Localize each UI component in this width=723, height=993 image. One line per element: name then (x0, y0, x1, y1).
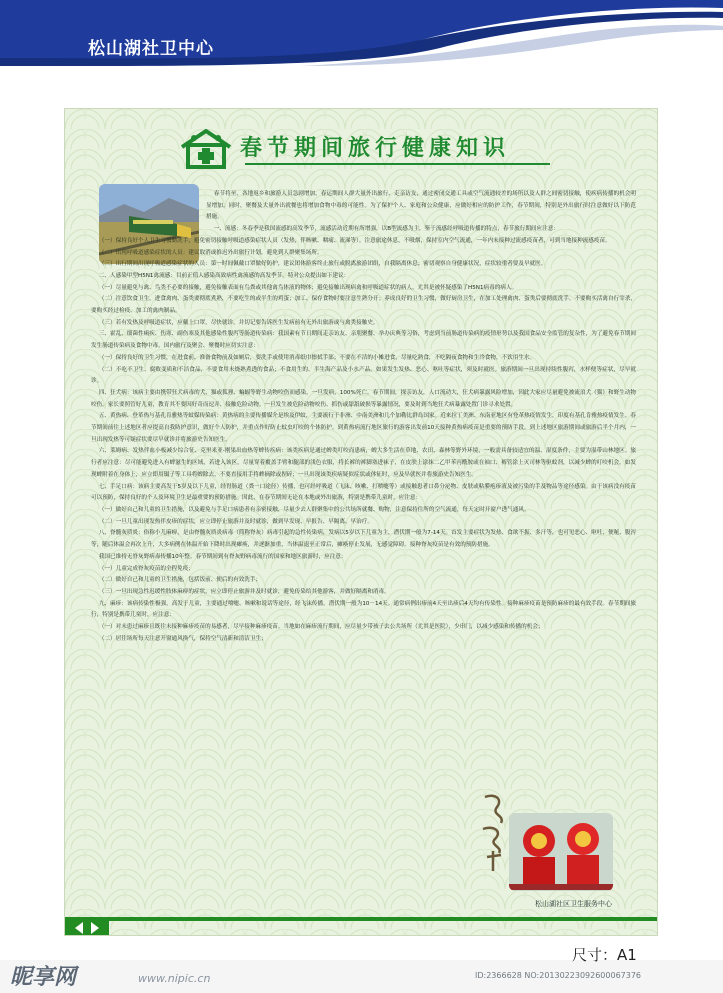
intro-paragraph: 春节将至，各地返乡和旅游人员急剧增加，春运期间人群大量外出旅行、走亲访友，通过密闭交通工具或空气流通较差的场所以及人群之间密切接触，使疾病传播的机会明显增加。同时，聚餐及大量外出就餐也将增加食物中毒的可能性。为了保护个人、家庭和公众健康，应做好相应的防护工作，春节期间，特别是外出旅行时注意做好以下防范措施。 (206, 191, 636, 221)
article-paragraph: （三）若有发热及呼吸道症状，应戴上口罩，尽快就诊，并切记要告诉医生发病前有无外出旅游或与禽类接触史。 (98, 319, 379, 326)
article-paragraph: （二）注意饮食卫生，进食禽肉、蛋类要彻底煮熟，不要吃生的或半生的鸡蛋；加工、保存食物时要注意生熟分开；养成良好的卫生习惯，做好厨房卫生，在加工处理禽肉、蛋类后要彻底洗手。不要购买活禽自行宰杀，要购买经过检疫、加工的禽肉制品。 (91, 296, 636, 315)
article-paragraph: （一）做好自己和儿童的卫生措施，以及避免与手足口病患者有亲密接触，尽量少去人群聚集中的公共场所就餐、购物，注意保持住所的空气流通，每天定时开窗户透气通风。 (98, 506, 530, 513)
article-paragraph: （二）出现呼吸道感染症状的人员：建议取消或推迟外出旅行计划，避免到人群聚集场所。 (98, 249, 323, 256)
article-paragraph: （三）出行期间出现呼吸道感染症状的人员：第一时间佩戴口罩做好防护，建议团体游客终止旅行或脱离旅游团组，自我隔离休息；密切观察自身健康状况，症状较重者要及早就医。 (98, 261, 547, 268)
intro-paragraph: 一、流感：冬春季是我国流感的高发季节，流感活动近期有所增强，以B型流感为主，鉴于流感经呼吸道传播的特点，春节旅行期间应注意： (213, 226, 559, 233)
article-paragraph: 九、麻疹：该病传染性极强，高发于儿童，主要通过喷嚏、咳嗽和说话等途径，经飞沫传播，潜伏期一般为10－14天。通常病例出疹前4天至出疹后4天均有传染性。接种麻疹疫苗是预防麻疹的最有效手段。春节期间旅行，特别是携带儿童时，应注意： (91, 600, 636, 619)
article-paragraph: （三）一旦出现急性迟缓性肢体麻痹的症状，应立即停止旅游并及时就诊，避免传染给其他游客，并做好隔离和消毒。 (98, 588, 390, 595)
dragon-dance-photo (509, 813, 613, 891)
watermark-brand: 昵享网 (10, 965, 77, 990)
article-paragraph: 我国已维持无脊灰野病毒传播10年整。春节期间到有脊灰野病毒流行的国家和地区旅游时，应注意： (98, 553, 347, 560)
article-paragraph: 六、莱姆病、发热伴血小板减少综合征、克里米亚-刚果出血热等蜱传疾病：该类疾病是通过蜱类叮咬而患病，蜱大多生活在草地、农田、森林等野外环境，一般需具备较适宜的温、湿度条件，主要为湿带山林地区。旅行者应注意：尽可能避免进入有蜱滋生的区域，若进入该区，尽量穿着覆盖手臂和腿部的浅色衣服，将长裤的裤脚塞进袜子，在皮肤上涂抹二乙甲苯丙酰胺或在袖口、裤管涂上灭司林等驱蚊剂，以减少蜱的叮咬机会。如发现蜱附着在身体上，应立即用镊子等工具将蜱除去，不要直接用手将蜱摘除或捏碎；一旦出现该类疾病疑似症状或体征时，应及早就医并将旅游史告知医生。 (91, 448, 636, 478)
size-label: 尺寸：A1 (572, 946, 637, 964)
calligraphy-decoration (475, 789, 513, 874)
article-paragraph: （一）保持良好个人卫生习惯勤洗手，避免密切接触呼吸道感染症状人员（发热，伴咳嗽、咽痛、流涕等）。注意旅途休息，不吸烟，保持室内空气流通，一年内未接种过流感疫苗者，可到当地接种流感疫苗。 (98, 237, 611, 244)
article-paragraph: （一）尽量避免与禽、鸟类不必要的接触，避免接触表面有鸟粪或其他禽鸟体液的物体；避免接触出现病禽和呼吸道症状的病人，尤其是被怀疑感染了H5N1病毒的病人。 (98, 284, 518, 291)
health-poster (64, 108, 658, 936)
article-paragraph: 八、脊髓灰质炎：俗称小儿麻痹，是由脊髓灰质炎病毒（简称脊灰）病毒引起的急性传染病，发病以5岁以下儿童为主，潜伏期一般为7-14天。首发主要症状为发热、食欲不振、多汗等，也可见恶心、呕吐、便秘、腹泻等，随后体温会再次上升，大多病例在体温开始下降时出现瘫痪，并逐渐加重，当体温退至正常后，瘫痪停止发展，无感觉障碍。接种脊灰疫苗是有效的预防措施。 (91, 530, 636, 549)
footer-organization: 松山湖社区卫生服务中心 (535, 900, 612, 908)
title-underline (245, 163, 550, 165)
article-intro (206, 189, 636, 236)
health-house-cross-icon (180, 129, 232, 169)
article-body (91, 189, 636, 645)
article-paragraph: （一）儿童完成脊灰疫苗的全程免疫； (98, 565, 194, 572)
article-paragraph: 四、狂犬病：该病主要由携带狂犬病毒的犬、猫或狐狸、蝙蝠等野生动物咬伤而感染，一旦发病，100%死亡。春节期间，探亲访友，人口流动大，狂犬病暴露风险增加，因此大家应尽量避免被流浪犬（猫）和野生动物咬伤。家长要照管好儿童，教育其不要因好奇而逗弄、接触危险动物。一旦发生被危险动物咬伤、抓伤或舔舐破损等暴露情况，要及时到当地狂犬病暴露处置门诊寻求处置。 (91, 389, 636, 408)
article-paragraph: 七、手足口病：该病主要高发于5岁及以下儿童，经胃肠道（粪－口途径）传播，也可经呼吸道（飞沫、咳嗽、打喷嚏等）或接触患者口鼻分泌物、皮肤或粘膜疱疹液及被污染的手及物品等途径感染。由于该病没有疫苗可以预防，保持良好的个人及环境卫生是最重要的预防措施。因此，在春节期间无论在本地或外出旅游，特别是携带儿童时，应注意： (91, 483, 636, 502)
site-title: 松山湖社卫中心 (88, 39, 214, 59)
article-paragraph: （一）保持良好的卫生习惯，在进食前、准备食物前及如厕后，要洗手或使用消毒纸巾擦拭手部；不要在不洁的小摊进食，尽量吃熟食，不吃隔夜食物和生冷食物，不饮用生水。 (98, 354, 536, 361)
watermark-url: www.nipic.cn (138, 972, 211, 985)
article-paragraph: （二）居住场所每天注意开窗通风换气，保持空气清新和清洁卫生； (98, 635, 267, 642)
article-paragraph: （二）做好自己和儿童的卫生措施，包括饭前、便后的有效洗手； (98, 577, 262, 584)
article-paragraph: （一）对未患过麻疹且既往未接种麻疹疫苗的易感者，尽早接种麻疹疫苗。当地如在麻疹流行期间，应尽量少带孩子去公共场所（尤其是医院），少串门，以减少感染和传播的机会； (98, 624, 544, 631)
watermark-id: ID:2366628 NO:20130223092600067376 (475, 971, 642, 980)
article-paragraph: （二）不吃不卫生、腐败变质和不洁食品，不要食用未烧熟煮透的食品；不食用生的、半生海产品及小水产品。如果发生发热、恶心、呕吐等症状，须及时就医。旅游期间一旦出现持续性腹泻，水样便等症状，尽早就诊。 (91, 366, 636, 385)
poster-footer-band (65, 909, 658, 936)
poster-title: 春节期间旅行健康知识 (240, 136, 511, 161)
article-paragraph: 三、霍乱、细菌性痢疾、伤寒、副伤寒及其他感染性腹泻等肠道传染病：我国素有节日期间走亲访友、亲朋聚餐、举办庆典等习俗，考虑到当前肠道传染病的疫情形势以及我国食品安全监管的复杂性，为了避免春节期间发生肠道传染病及食物中毒，国内旅行及聚会、聚餐时应切实注意： (91, 331, 636, 350)
page-header (0, 0, 723, 66)
article-paragraph: 五、黄热病、登革热与基孔肯雅热等蚊媒传染病：黄热病的主要传播媒介是埃及伊蚊，主要流行于非洲、中南美洲和几个加勒比群岛国家。近来拉丁美洲、东南亚地区有登革热疫情发生，印度有基孔肯雅热疫情发生。春节期间前往上述地区者应提高自我防护意识，做好个人防护，并重点作好防止蚊虫叮咬的个体防护。到黄热病流行地区旅行的游客出发前10天接种黄热病疫苗是重要的预防手段。到上述地区旅游期间或旅游后半个月内，一旦出现发热等可疑症状要尽早就诊并将旅游史告知医生。 (91, 413, 636, 443)
article-paragraph: （二）一旦儿童出现发热伴皮疹的症状，应立即停止旅游并及时就诊，做到早发现、早报告、早隔离、早治疗。 (98, 518, 373, 525)
article-paragraph: 二、人感染甲型H5N1禽流感：目前正值人感染高致病性禽流感的高发季节，特对公众提出如下建议： (98, 272, 350, 279)
